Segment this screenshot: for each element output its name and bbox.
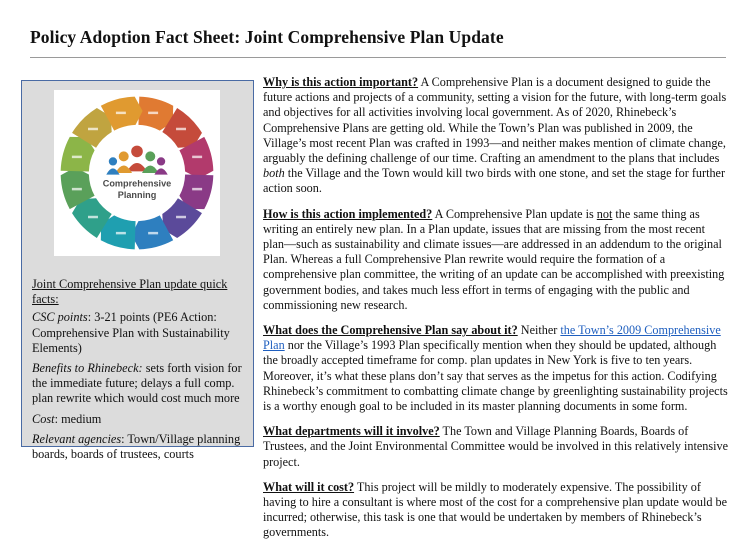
segment-text-line bbox=[192, 156, 202, 158]
segment-text-line bbox=[116, 232, 126, 234]
quick-facts-sidebar bbox=[21, 80, 254, 462]
section-departments: What departments will it involve? The Town and Village Planning Boards, Boards of Trustees, and the Joint Environmental Committee would be involved in this relatively intensive project. bbox=[263, 424, 728, 469]
main-content bbox=[263, 75, 729, 551]
segment-text-line bbox=[88, 216, 98, 218]
fact-label: Benefits to Rhinebeck: bbox=[32, 361, 143, 376]
section-question: How is this action implemented? bbox=[263, 206, 433, 221]
fact-value: medium bbox=[61, 411, 102, 426]
graphic-label-comprehensive: Comprehensive bbox=[102, 178, 172, 189]
segment-text-line bbox=[176, 216, 186, 218]
fact-label: Relevant agencies bbox=[32, 431, 122, 446]
segment-text-line bbox=[88, 128, 98, 130]
page-title: Policy Adoption Fact Sheet: Joint Comprehensive Plan Update bbox=[30, 27, 504, 47]
town-plan-link[interactable]: the Town’s 2009 Comprehensive Plan bbox=[263, 323, 721, 353]
section-say: What does the Comprehensive Plan say about it? Neither the Town’s 2009 Comprehensive Plan nor the Village’s 1993 Plan specifically mention when they should be updated, although the broadly accepted timeframe for comp. plan updates in New York is five to ten years. Moreover, it’s what these plans don’t say that serves as the impetus for this action. Codifying Rhinebeck’s commitment to combatting climate change by greenlighting sustainability projects is a worthy enough goal to be included in its master planning documents in some form. bbox=[263, 323, 728, 414]
fact-value: 3-21 points (PE6 Action: Comprehensive Plan with Sustainability Elements) bbox=[32, 310, 230, 355]
segment-text-line bbox=[148, 232, 158, 234]
segment-text-line bbox=[72, 188, 82, 190]
graphic-center-circle bbox=[94, 130, 180, 216]
quick-facts-heading: Joint Comprehensive Plan update quick facts: bbox=[32, 277, 228, 307]
segment-text-line bbox=[176, 128, 186, 130]
section-question: What departments will it involve? bbox=[263, 424, 440, 439]
section-question: Why is this action important? bbox=[263, 75, 419, 89]
segment-text-line bbox=[116, 112, 126, 114]
segment-text-line bbox=[72, 156, 82, 158]
section-why: Why is this action important? A Comprehensive Plan is a document designed to guide the future actions and projects of a community, setting a vision for the future, with long-term goals and objectives for all activities involving local government. As of 2020, Rhinebeck’s Comprehensive Plans are getting old. While the Town’s Plan was published in 2009, the Village’s most recent Plan was crafted in 1993—and neither makes mention of climate change, arguably the defining challenge of our time. Crafting an amendment to the plans that includes both the Village and the Town would kill two birds with one stone, and set the stage for further action soon. bbox=[263, 75, 727, 196]
segment-text-line bbox=[148, 112, 158, 114]
graphic-label-planning: Planning bbox=[117, 189, 157, 200]
section-question: What does the Comprehensive Plan say about it? bbox=[263, 323, 518, 338]
segment-text-line bbox=[192, 188, 202, 190]
fact-csc-points: CSC points: 3-21 points (PE6 Action: Comprehensive Plan with Sustainability Elements) bbox=[32, 310, 230, 355]
fact-value: sets forth vision for the immediate future; delays a full comp. plan rewrite which would cost much more bbox=[32, 361, 242, 406]
section-question: What will it cost? bbox=[263, 479, 355, 494]
fact-value: Town/Village planning boards, boards of trustees, courts bbox=[32, 431, 241, 462]
fact-cost: Cost: medium bbox=[32, 411, 102, 426]
fact-label: CSC points bbox=[32, 310, 88, 325]
comprehensive-planning-graphic bbox=[54, 90, 220, 256]
section-how: How is this action implemented? A Comprehensive Plan update is not the same thing as writing an entirely new plan. In a Plan update, issues that are missing from the most recent plan—such as sustainability and climate issues—are addressed in an addendum to the original Plan. Whereas a full Comprehensive Plan rewrite would require the formation of a comprehensive plan committee, the writing of an update can be accomplished with preexisting government bodies, and takes much less effort in terms of engaging with the public and commissioning new research. bbox=[263, 206, 725, 312]
fact-benefits bbox=[32, 361, 248, 407]
section-cost: What will it cost? This project will be mildly to moderately expensive. The possibility of having to hire a consultant is where most of the cost for a comprehensive plan update would be incurred; otherwise, this task is one that would be undertaken by members of Rhinebeck’s governments. bbox=[263, 479, 728, 540]
quick-facts bbox=[32, 277, 248, 467]
title-divider bbox=[30, 57, 726, 58]
fact-agencies: Relevant agencies: Town/Village planning boards, boards of trustees, courts bbox=[32, 431, 241, 462]
fact-label: Cost bbox=[32, 411, 55, 426]
